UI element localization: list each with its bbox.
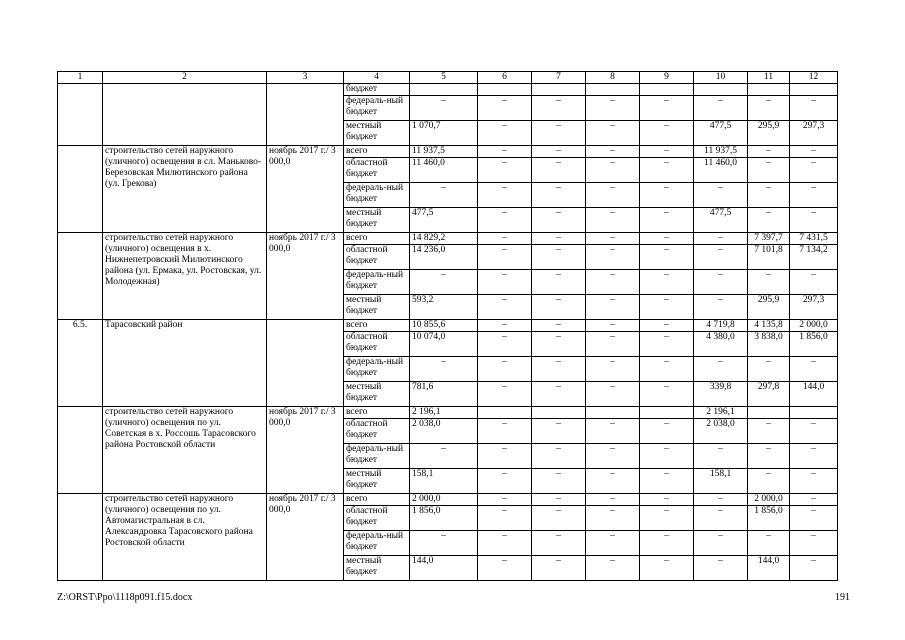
cell	[58, 84, 103, 146]
value-cell: –	[532, 158, 586, 183]
value-cell: –	[790, 208, 838, 233]
table-row	[58, 320, 838, 332]
col-header: 4	[344, 72, 410, 84]
value-cell: –	[478, 158, 532, 183]
value-cell: –	[586, 96, 640, 121]
input-date: ноябрь 2017 г./ 3 000,0	[267, 146, 344, 233]
value-cell: –	[694, 494, 748, 506]
value-cell: 2 000,0	[748, 494, 790, 506]
value-cell: 10 074,0	[410, 332, 478, 357]
value-cell: –	[790, 444, 838, 469]
value-cell: –	[790, 556, 838, 581]
value-cell: 477,5	[410, 208, 478, 233]
value-cell: –	[532, 233, 586, 245]
value-cell: –	[478, 208, 532, 233]
value-cell: 11 937,5	[694, 146, 748, 158]
value-cell: 3 838,0	[748, 332, 790, 357]
object-name: строительство сетей наружного (уличного) освещения по ул. Автомагистральная в сл. Александровка Тарасовского района Ростовской области	[103, 494, 267, 581]
value-cell: 1 856,0	[748, 506, 790, 531]
value-cell: –	[694, 233, 748, 245]
value-cell: 158,1	[694, 469, 748, 494]
value-cell	[640, 407, 694, 419]
value-cell: –	[478, 121, 532, 146]
value-cell: –	[640, 158, 694, 183]
row-number	[58, 233, 103, 320]
value-cell: –	[640, 506, 694, 531]
value-cell: –	[586, 357, 640, 382]
value-cell: 7 101,8	[748, 245, 790, 270]
value-cell: –	[586, 158, 640, 183]
value-cell: –	[586, 270, 640, 295]
cell	[267, 84, 344, 146]
value-cell: –	[586, 332, 640, 357]
value-cell: –	[478, 320, 532, 332]
value-cell: –	[748, 270, 790, 295]
value-cell: 11 460,0	[694, 158, 748, 183]
col-header: 7	[532, 72, 586, 84]
value-cell: –	[640, 531, 694, 556]
cell	[748, 84, 790, 96]
value-cell: –	[586, 233, 640, 245]
value-cell: –	[586, 556, 640, 581]
value-cell: 593,2	[410, 295, 478, 320]
object-name: Тарасовский район	[103, 320, 267, 407]
value-cell: –	[532, 270, 586, 295]
value-cell: –	[790, 531, 838, 556]
col-header: 3	[267, 72, 344, 84]
value-cell: –	[410, 531, 478, 556]
value-cell: 2 038,0	[410, 419, 478, 444]
value-cell: –	[586, 506, 640, 531]
value-cell: –	[790, 469, 838, 494]
value-cell: 297,8	[748, 382, 790, 407]
col-header: 12	[790, 72, 838, 84]
value-cell: –	[748, 208, 790, 233]
value-cell: –	[478, 469, 532, 494]
value-cell: –	[640, 320, 694, 332]
value-cell: –	[532, 469, 586, 494]
value-cell: 297,3	[790, 295, 838, 320]
cell	[694, 84, 748, 96]
value-cell: –	[478, 506, 532, 531]
value-cell: –	[640, 208, 694, 233]
value-cell: –	[640, 332, 694, 357]
value-cell: –	[478, 419, 532, 444]
value-cell: 7 397,7	[748, 233, 790, 245]
value-cell: –	[586, 469, 640, 494]
continuation-row	[58, 84, 838, 96]
value-cell: 295,9	[748, 295, 790, 320]
value-cell: –	[478, 556, 532, 581]
value-cell: –	[532, 332, 586, 357]
value-cell: –	[410, 183, 478, 208]
value-cell: –	[640, 233, 694, 245]
value-cell: 2 196,1	[694, 407, 748, 419]
value-cell	[586, 407, 640, 419]
value-cell: 477,5	[694, 121, 748, 146]
funding-source: федераль-ный бюджет	[344, 270, 410, 295]
funding-source: областной бюджет	[344, 245, 410, 270]
cell	[586, 84, 640, 96]
value-cell	[478, 407, 532, 419]
funding-source: федераль-ный бюджет	[344, 96, 410, 121]
col-header: 5	[410, 72, 478, 84]
funding-source: областной бюджет	[344, 332, 410, 357]
value-cell: 4 380,0	[694, 332, 748, 357]
input-date: ноябрь 2017 г./ 3 000,0	[267, 233, 344, 320]
value-cell: –	[640, 419, 694, 444]
value-cell: –	[586, 494, 640, 506]
value-cell: 1 856,0	[410, 506, 478, 531]
value-cell: –	[478, 444, 532, 469]
value-cell: 11 460,0	[410, 158, 478, 183]
value-cell: –	[748, 419, 790, 444]
value-cell: –	[410, 357, 478, 382]
budget-table	[57, 71, 838, 581]
cell	[103, 84, 267, 146]
value-cell: 144,0	[748, 556, 790, 581]
value-cell: –	[532, 146, 586, 158]
row-number	[58, 146, 103, 233]
value-cell: –	[790, 158, 838, 183]
value-cell: 1 856,0	[790, 332, 838, 357]
value-cell: –	[694, 444, 748, 469]
funding-source: всего	[344, 320, 410, 332]
object-name: строительство сетей наружного (уличного) освещения в х. Нижнепетровский Милютинского района (ул. Ермака, ул. Ростовская, ул. Молодежная)	[103, 233, 267, 320]
value-cell: –	[478, 382, 532, 407]
object-name: строительство сетей наружного (уличного) освещения в сл. Маньково-Березовская Милютинского района (ул. Грекова)	[103, 146, 267, 233]
value-cell: –	[532, 245, 586, 270]
value-cell: –	[478, 357, 532, 382]
value-cell: –	[640, 556, 694, 581]
header-row	[58, 72, 838, 84]
value-cell: 10 855,6	[410, 320, 478, 332]
row-number	[58, 407, 103, 494]
value-cell: –	[640, 245, 694, 270]
value-cell: –	[790, 146, 838, 158]
value-cell: –	[640, 183, 694, 208]
value-cell: –	[532, 382, 586, 407]
value-cell: –	[640, 295, 694, 320]
value-cell	[748, 407, 790, 419]
col-header: 9	[640, 72, 694, 84]
funding-source: областной бюджет	[344, 419, 410, 444]
value-cell: –	[532, 556, 586, 581]
value-cell: –	[532, 183, 586, 208]
value-cell: 2 000,0	[410, 494, 478, 506]
value-cell: –	[748, 158, 790, 183]
value-cell: –	[586, 121, 640, 146]
value-cell: –	[640, 382, 694, 407]
value-cell: –	[478, 332, 532, 357]
value-cell: –	[532, 494, 586, 506]
value-cell: 477,5	[694, 208, 748, 233]
value-cell: –	[478, 183, 532, 208]
value-cell: –	[694, 270, 748, 295]
value-cell: –	[478, 245, 532, 270]
value-cell: –	[478, 96, 532, 121]
value-cell: 14 236,0	[410, 245, 478, 270]
input-date: ноябрь 2017 г./ 3 000,0	[267, 494, 344, 581]
value-cell: 295,9	[748, 121, 790, 146]
funding-source: всего	[344, 146, 410, 158]
value-cell: –	[640, 96, 694, 121]
value-cell: –	[748, 357, 790, 382]
value-cell: –	[748, 146, 790, 158]
value-cell: –	[532, 208, 586, 233]
funding-source: федераль-ный бюджет	[344, 531, 410, 556]
funding-source: местный бюджет	[344, 556, 410, 581]
value-cell: –	[694, 531, 748, 556]
value-cell: –	[748, 183, 790, 208]
value-cell: –	[790, 494, 838, 506]
value-cell: –	[748, 96, 790, 121]
value-cell: –	[478, 494, 532, 506]
value-cell: –	[586, 183, 640, 208]
cell	[478, 84, 532, 96]
value-cell: –	[532, 419, 586, 444]
value-cell: –	[586, 320, 640, 332]
value-cell: –	[586, 419, 640, 444]
value-cell: –	[532, 320, 586, 332]
footer-file-path: Z:\ORST\Ppo\1118p091.f15.docx	[57, 592, 193, 603]
value-cell: 781,6	[410, 382, 478, 407]
value-cell: –	[640, 121, 694, 146]
table-row	[58, 407, 838, 419]
col-header: 11	[748, 72, 790, 84]
col-header: 10	[694, 72, 748, 84]
value-cell: –	[586, 444, 640, 469]
value-cell: –	[694, 295, 748, 320]
value-cell: –	[694, 556, 748, 581]
value-cell: 11 937,5	[410, 146, 478, 158]
value-cell: –	[410, 444, 478, 469]
value-cell: 339,8	[694, 382, 748, 407]
budget-label: бюджет	[344, 84, 410, 96]
value-cell: 2 000,0	[790, 320, 838, 332]
funding-source: всего	[344, 494, 410, 506]
value-cell: 14 829,2	[410, 233, 478, 245]
value-cell: –	[640, 444, 694, 469]
funding-source: местный бюджет	[344, 469, 410, 494]
input-date	[267, 320, 344, 407]
value-cell: –	[586, 295, 640, 320]
value-cell: –	[640, 146, 694, 158]
value-cell: –	[532, 531, 586, 556]
funding-source: всего	[344, 407, 410, 419]
table-row	[58, 146, 838, 158]
value-cell: 1 070,7	[410, 121, 478, 146]
value-cell: –	[532, 295, 586, 320]
col-header: 1	[58, 72, 103, 84]
value-cell: –	[478, 270, 532, 295]
funding-source: федераль-ный бюджет	[344, 183, 410, 208]
value-cell: –	[640, 494, 694, 506]
funding-source: всего	[344, 233, 410, 245]
value-cell: –	[694, 357, 748, 382]
value-cell: –	[694, 96, 748, 121]
value-cell: –	[748, 444, 790, 469]
value-cell: –	[532, 121, 586, 146]
funding-source: местный бюджет	[344, 208, 410, 233]
value-cell: –	[640, 469, 694, 494]
value-cell: 144,0	[410, 556, 478, 581]
value-cell: –	[478, 295, 532, 320]
value-cell: 158,1	[410, 469, 478, 494]
value-cell: 144,0	[790, 382, 838, 407]
value-cell: –	[694, 183, 748, 208]
table-row	[58, 233, 838, 245]
value-cell: –	[478, 531, 532, 556]
value-cell: –	[790, 270, 838, 295]
funding-source: местный бюджет	[344, 295, 410, 320]
cell	[790, 84, 838, 96]
value-cell: –	[790, 419, 838, 444]
value-cell: 4 719,8	[694, 320, 748, 332]
value-cell: –	[748, 531, 790, 556]
object-name: строительство сетей наружного (уличного) освещения по ул. Советская в х. Россошь Тарасовского района Ростовской области	[103, 407, 267, 494]
cell	[640, 84, 694, 96]
value-cell: –	[532, 506, 586, 531]
value-cell: –	[640, 270, 694, 295]
funding-source: федераль-ный бюджет	[344, 444, 410, 469]
value-cell: –	[478, 146, 532, 158]
table-row	[58, 494, 838, 506]
funding-source: областной бюджет	[344, 506, 410, 531]
value-cell: 2 038,0	[694, 419, 748, 444]
value-cell	[790, 407, 838, 419]
footer-page-number: 191	[835, 592, 850, 603]
value-cell: –	[694, 245, 748, 270]
value-cell: –	[586, 531, 640, 556]
value-cell: –	[586, 146, 640, 158]
input-date: ноябрь 2017 г./ 3 000,0	[267, 407, 344, 494]
value-cell: –	[790, 183, 838, 208]
value-cell: 4 135,8	[748, 320, 790, 332]
funding-source: местный бюджет	[344, 121, 410, 146]
value-cell: –	[586, 245, 640, 270]
value-cell: –	[532, 444, 586, 469]
value-cell: –	[790, 96, 838, 121]
funding-source: местный бюджет	[344, 382, 410, 407]
value-cell: 7 431,5	[790, 233, 838, 245]
col-header: 2	[103, 72, 267, 84]
value-cell: –	[532, 96, 586, 121]
col-header: 6	[478, 72, 532, 84]
row-number	[58, 494, 103, 581]
value-cell: 297,3	[790, 121, 838, 146]
col-header: 8	[586, 72, 640, 84]
value-cell: –	[532, 357, 586, 382]
value-cell: –	[410, 270, 478, 295]
value-cell: 2 196,1	[410, 407, 478, 419]
value-cell: –	[790, 357, 838, 382]
cell	[410, 84, 478, 96]
value-cell: –	[748, 469, 790, 494]
value-cell: –	[478, 233, 532, 245]
funding-source: областной бюджет	[344, 158, 410, 183]
value-cell: 7 134,2	[790, 245, 838, 270]
value-cell: –	[694, 506, 748, 531]
funding-source: федераль-ный бюджет	[344, 357, 410, 382]
cell	[532, 84, 586, 96]
value-cell: –	[410, 96, 478, 121]
row-number: 6.5.	[58, 320, 103, 407]
value-cell	[532, 407, 586, 419]
value-cell: –	[640, 357, 694, 382]
value-cell: –	[586, 208, 640, 233]
value-cell: –	[586, 382, 640, 407]
value-cell: –	[790, 506, 838, 531]
